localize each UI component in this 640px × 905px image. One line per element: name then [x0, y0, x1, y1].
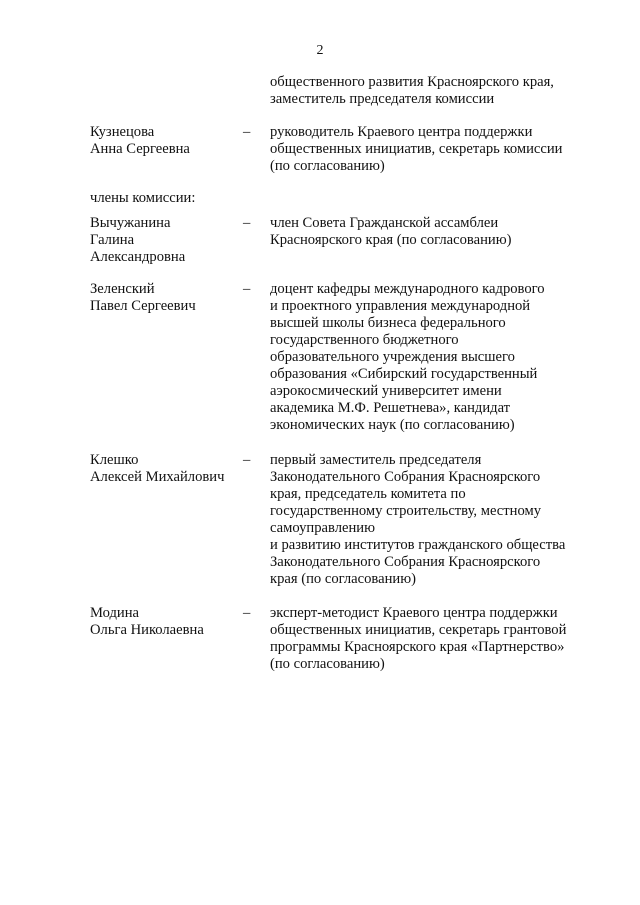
dash: – [243, 124, 251, 140]
member-description: член Совета Гражданской ассамблеи Красноярского края (по согласованию) [270, 215, 512, 248]
page-number: 2 [316, 43, 324, 58]
member-name: Клешко Алексей Михайлович [90, 452, 225, 485]
dash: – [243, 605, 251, 621]
member-name: Зеленский Павел Сергеевич [90, 281, 196, 314]
member-description: эксперт-методист Краевого центра поддержки общественных инициатив, секретарь грантовой программы Красноярского края «Партнерство» (по согласованию) [270, 605, 567, 672]
members-label: члены комиссии: [90, 190, 196, 206]
member-name: Кузнецова Анна Сергеевна [90, 124, 190, 157]
member-name: Модина Ольга Николаевна [90, 605, 204, 638]
continuation-line: заместитель председателя комиссии [270, 91, 495, 107]
member-description: первый заместитель председателя Законодательного Собрания Красноярского края, председатель комитета по государственному строительству, местному самоуправлению и развитию институтов гражданского общества Законодательного Собрания Красноярского края (по согласованию) [270, 452, 566, 587]
dash: – [243, 215, 251, 231]
continuation-text [270, 74, 610, 108]
member-description: руководитель Краевого центра поддержки общественных инициатив, секретарь комиссии (по согласованию) [270, 124, 563, 174]
dash: – [243, 281, 251, 297]
member-description: доцент кафедры международного кадрового и проектного управления международной высшей школы бизнеса федерального государственного бюджетного образовательного учреждения высшего образования «Сибирский государственный аэрокосмический университет имени академика М.Ф. Решетнева», кандидат экономических наук (по согласованию) [270, 281, 545, 433]
member-name: Вычужанина Галина Александровна [90, 215, 186, 265]
continuation-line: общественного развития Красноярского края, [270, 74, 554, 90]
dash: – [243, 452, 251, 468]
